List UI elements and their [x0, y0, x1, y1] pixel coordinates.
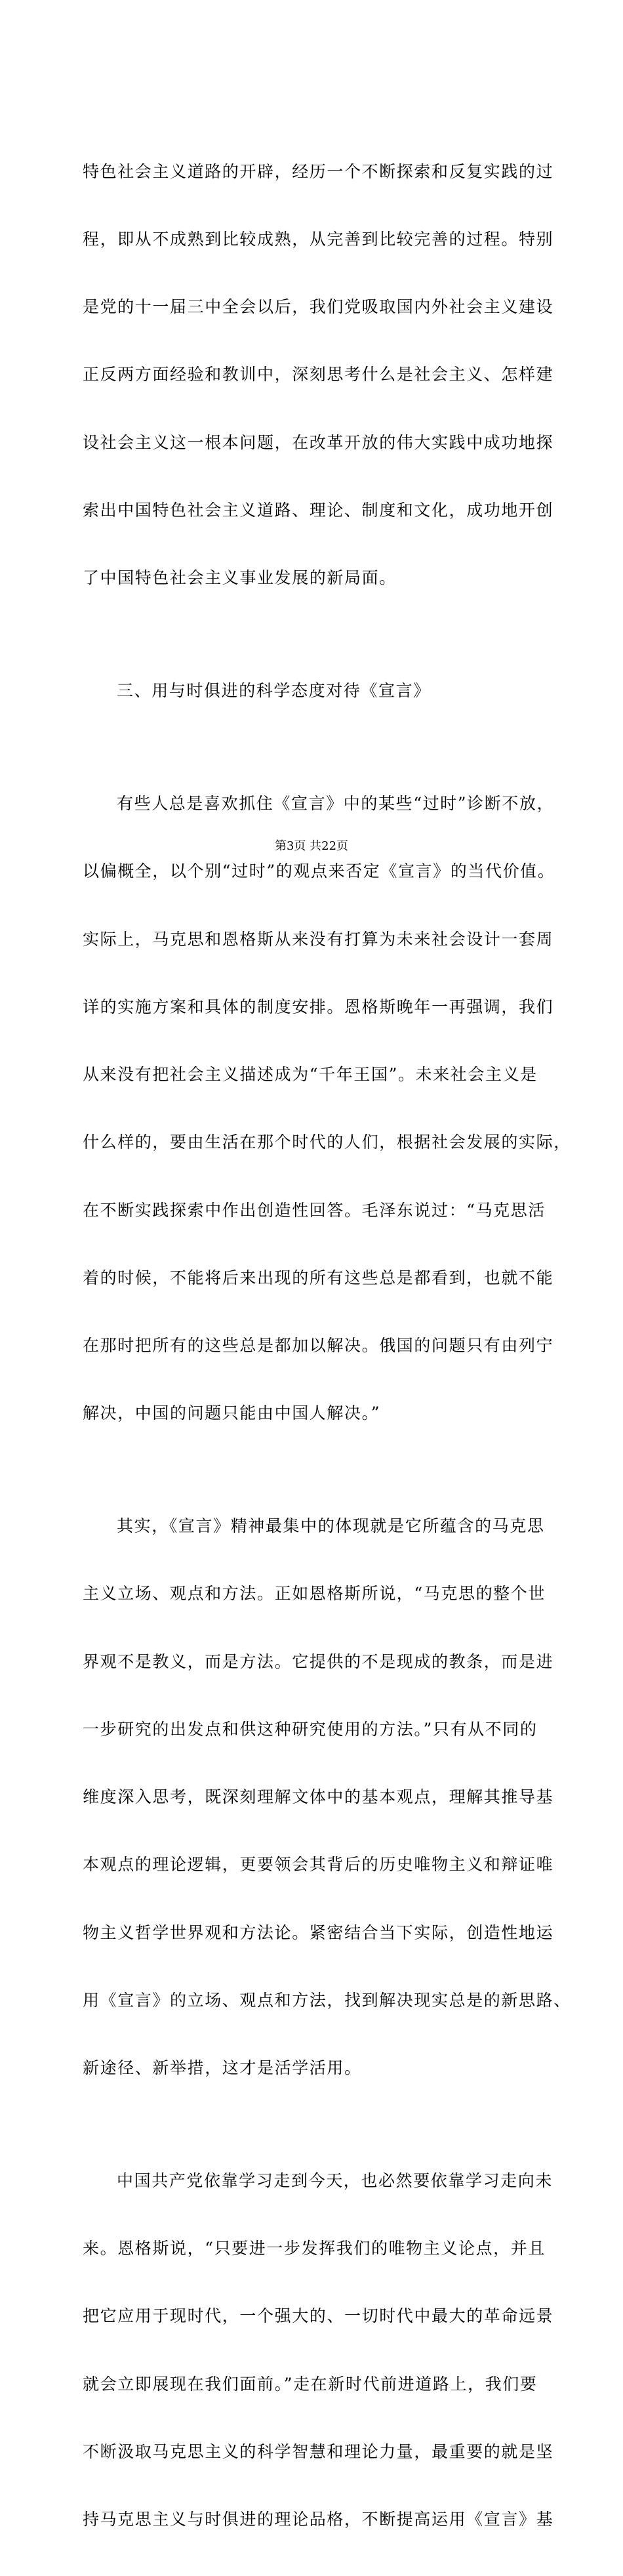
text-line: 解决，中国的问题只能由中国人解决。”	[83, 1403, 381, 1423]
text-line: 有些人总是喜欢抓住《宣言》中的某些“过时”诊断不放，	[117, 794, 555, 814]
text-line: 维度深入思考，既深刻理解文体中的基本观点，理解其推导基	[83, 1787, 554, 1807]
text-line: 设社会主义这一根本问题，在改革开放的伟大实践中成功地探	[83, 432, 554, 452]
text-line: 实际上，马克思和恩格斯从来没有打算为未来社会设计一套周	[83, 929, 554, 949]
text-line: 程，即从不成熟到比较成熟，从完善到比较完善的过程。特别	[83, 230, 554, 249]
page-number: 第3页 共22页	[274, 839, 349, 853]
text-line: 物主义哲学世界观和方法论。紧密结合当下实际，创造性地运	[83, 1922, 554, 1942]
text-line: 了中国特色社会主义事业发展的新局面。	[83, 568, 397, 588]
paragraph-continuation	[83, 115, 554, 634]
paragraph	[83, 1470, 571, 2125]
text-line: 用《宣言》的立场、观点和方法，找到解决现实总是的新思路、	[83, 1990, 571, 2010]
text-line: 索出中国特色社会主义道路、理论、制度和文化，成功地开创	[83, 500, 554, 520]
text-line: 其实，《宣言》精神最集中的体现就是它所蕴含的马克思	[117, 1516, 545, 1536]
paragraph	[83, 2125, 554, 2576]
document-body	[83, 115, 571, 2576]
text-line: 特色社会主义道路的开辟，经历一个不断探索和反复实践的过	[83, 161, 554, 181]
text-line: 在不断实践探索中作出创造性回答。毛泽东说过：“马克思活	[83, 1200, 546, 1220]
text-line: 在那时把所有的这些总是都加以解决。俄国的问题只有由列宁	[83, 1335, 554, 1355]
text-line: 详的实施方案和具体的制度安排。恩格斯晚年一再强调，我们	[83, 997, 554, 1016]
text-line: 来。恩格斯说，“只要进一步发挥我们的唯物主义论点，并且	[83, 2239, 546, 2258]
text-line: 不断汲取马克思主义的科学智慧和理论力量，最重要的就是坚	[83, 2441, 554, 2461]
text-line: 什么样的，要由生活在那个时代的人们，根据社会发展的实际，	[83, 1132, 571, 1152]
heading-text: 三、用与时俱进的科学态度对待《宣言》	[117, 681, 431, 701]
text-line: 主义立场、观点和方法。正如恩格斯所说，“马克思的整个世	[83, 1584, 546, 1604]
text-line: 一步研究的出发点和供这种研究使用的方法。”只有从不同的	[83, 1719, 538, 1739]
text-line: 本观点的理论逻辑，更要领会其背后的历史唯物主义和辩证唯	[83, 1855, 554, 1875]
text-line: 是党的十一届三中全会以后，我们党吸取国内外社会主义建设	[83, 297, 554, 317]
text-line: 把它应用于现时代，一个强大的、一切时代中最大的革命远景	[83, 2306, 554, 2326]
section-heading	[83, 634, 548, 747]
text-line: 新途径、新举措，这才是活学活用。	[83, 2058, 362, 2077]
text-line: 就会立即展现在我们面前。”走在新时代前进道路上，我们要	[83, 2374, 538, 2394]
paragraph	[83, 747, 571, 1470]
text-line: 持马克思主义与时俱进的理论品格，不断提高运用《宣言》基	[83, 2510, 554, 2529]
text-line: 着的时候，不能将后来出现的所有这些总是都看到，也就不能	[83, 1268, 554, 1287]
text-line: 以偏概全，以个别“过时”的观点来否定《宣言》的当代价值。	[83, 862, 555, 881]
page-number-footer	[0, 837, 623, 854]
text-line: 从来没有把社会主义描述成为“千年王国”。未来社会主义是	[83, 1065, 538, 1085]
text-line: 正反两方面经验和教训中，深刻思考什么是社会主义、怎样建	[83, 365, 554, 384]
text-line: 中国共产党依靠学习走到今天，也必然要依靠学习走向未	[117, 2171, 553, 2190]
text-line: 界观不是教义，而是方法。它提供的不是现成的教条，而是进	[83, 1652, 554, 1671]
